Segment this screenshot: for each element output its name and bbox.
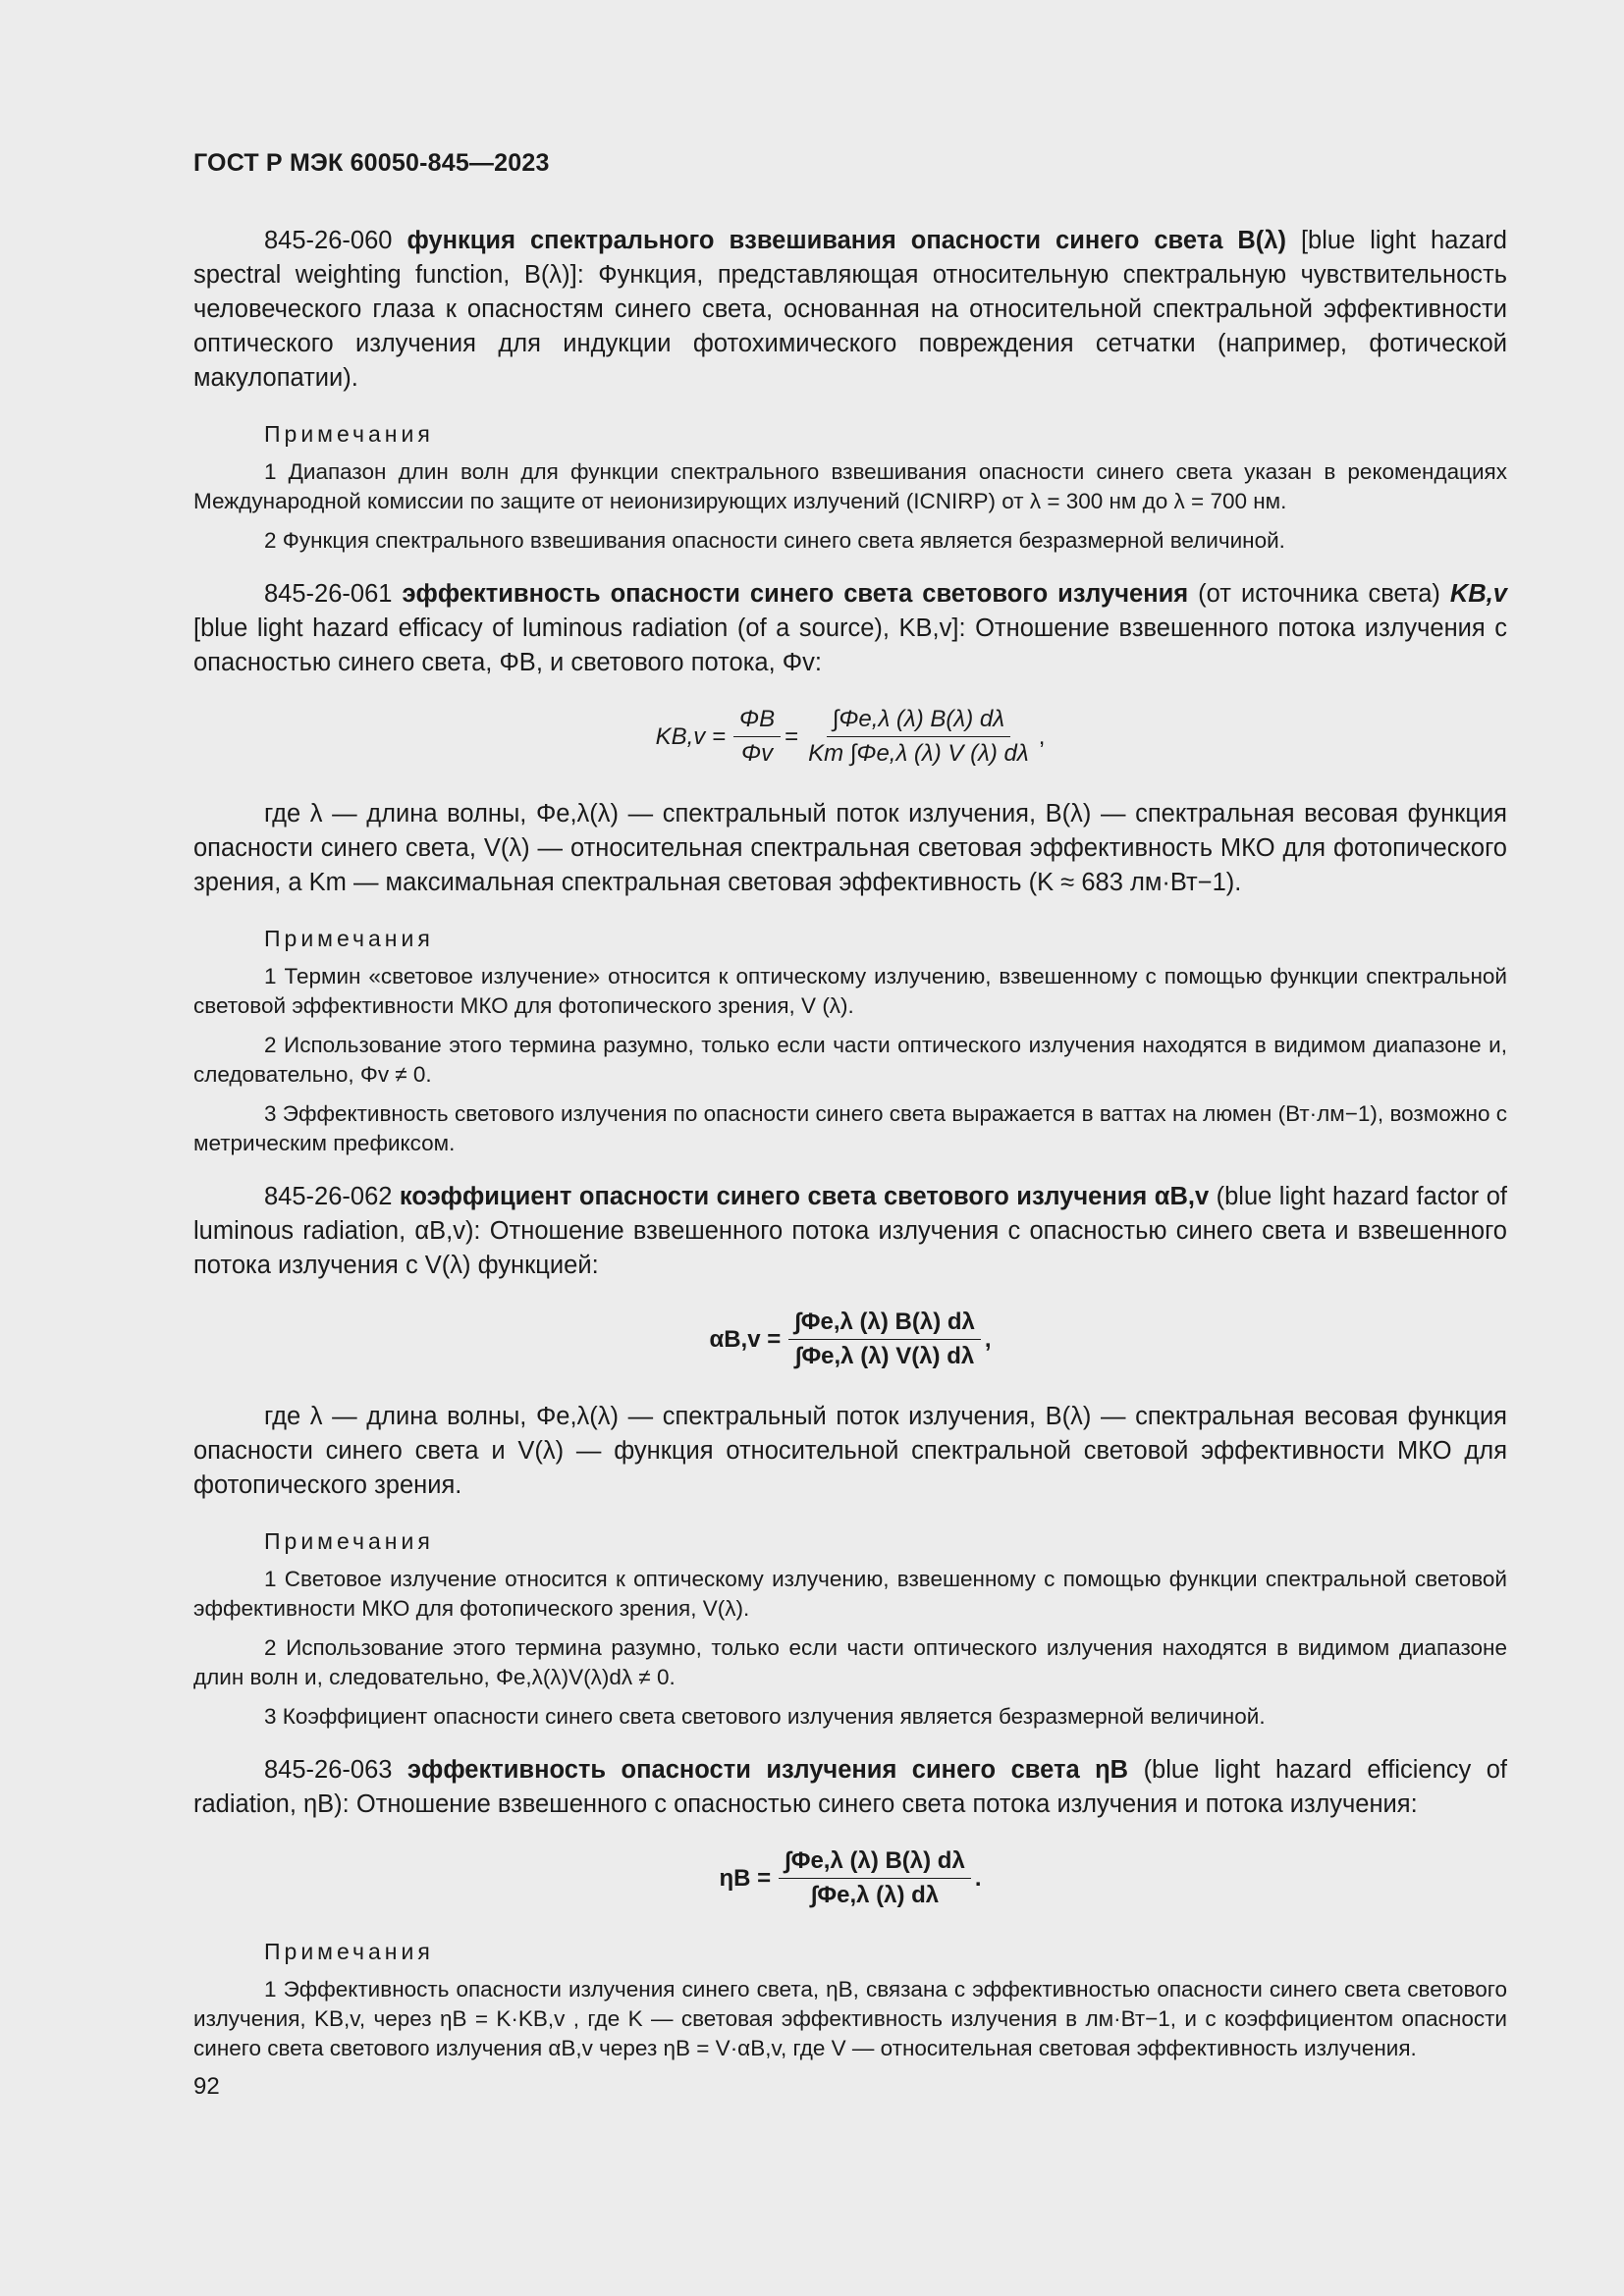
formula-fraction [788, 1308, 981, 1370]
formula-denominator: Φv [741, 740, 774, 767]
formula-tail: , [1038, 722, 1046, 750]
term-number: 845-26-063 [264, 1756, 407, 1784]
notes-063 [193, 1939, 1507, 2063]
term-title: функция спектрального взвешивания опасности синего света B(λ) [406, 227, 1286, 254]
formula-equals: = [785, 722, 799, 750]
formula-explanation: где λ — длина волны, Φe,λ(λ) — спектральный поток излучения, B(λ) — спектральная весовая функция опасности синего света, V(λ) — относительная спектральная световая эффективность МКО для фотопического зрения, а Km — максимальная спектральная световая эффективность (K ≈ 683 лм·Вт−1). [193, 800, 1507, 896]
note: 2 Функция спектрального взвешивания опасности синего света является безразмерной величиной. [264, 528, 1285, 553]
note: 2 Использование этого термина разумно, только если части оптического излучения находятся в видимом диапазоне длин волн и, следовательно, Φe,λ(λ)V(λ)dλ ≠ 0. [193, 1635, 1507, 1689]
term-entry-062 [193, 1180, 1507, 1283]
formula-lhs: KB,v = [655, 722, 726, 750]
notes-title: Примечания [264, 926, 434, 951]
formula-tail: . [974, 1864, 982, 1892]
formula-alpha [193, 1308, 1507, 1370]
note: 1 Термин «световое излучение» относится к оптическому излучению, взвешенному с помощью функции спектральной световой эффективности МКО для фотопического зрения, V (λ). [193, 964, 1507, 1018]
formula-tail: , [984, 1325, 992, 1353]
formula-fraction [802, 706, 1035, 768]
formula-lhs: ηB = [719, 1864, 772, 1892]
formula-fraction [779, 1847, 971, 1909]
term-definition: [blue light hazard spectral weighting function, B(λ)]: Функция, представляющая относительную спектральную чувствительность человеческого глаза к опасностям синего света, основанная на относительной спектральной эффективности оптического излучения для индукции фотохимического повреждения сетчатки (например, фотической макулопатии). [193, 227, 1507, 392]
note: 1 Диапазон длин волн для функции спектрального взвешивания опасности синего света указан в рекомендациях Международной комиссии по защите от неионизирующих излучений (ICNIRP) от λ = 300 нм до λ = 700 нм. [193, 459, 1507, 513]
notes-title: Примечания [264, 1528, 434, 1554]
notes-title: Примечания [264, 421, 434, 447]
term-number: 845-26-060 [264, 227, 407, 254]
formula-numerator: ∫Φe,λ (λ) B(λ) dλ [788, 1308, 981, 1340]
formula-denominator: Km ∫Φe,λ (λ) V (λ) dλ [808, 740, 1029, 767]
note: 1 Эффективность опасности излучения синего света, ηB, связана с эффективностью опасности синего света светового излучения, KB,v, через ηB = K·KB,v , где K — световая эффективность излучения в лм·Вт−1, и с коэффициентом опасности синего света светового излучения αB,v через ηB = V·αB,v, где V — относительная световая эффективность излучения. [193, 1977, 1507, 2060]
term-definition: (blue light hazard efficiency of radiation, ηB): Отношение взвешенного с опасностью синего света потока излучения и потока излучения: [193, 1756, 1507, 1818]
formula-numerator: ΦB [733, 706, 781, 737]
term-title: коэффициент опасности синего света светового излучения αB,v [399, 1183, 1210, 1210]
term-title: эффективность опасности синего света светового излучения [402, 580, 1189, 608]
term-symbol: KB,v [1449, 580, 1507, 608]
note: 1 Световое излучение относится к оптическому излучению, взвешенному с помощью функции спектральной световой эффективности МКО для фотопического зрения, V(λ). [193, 1567, 1507, 1621]
term-title: эффективность опасности излучения синего света ηB [406, 1756, 1129, 1784]
note: 3 Коэффициент опасности синего света светового излучения является безразмерной величиной. [264, 1704, 1266, 1729]
notes-title: Примечания [264, 1939, 434, 1964]
formula-denominator: ∫Φe,λ (λ) V(λ) dλ [794, 1343, 975, 1369]
note: 2 Использование этого термина разумно, только если части оптического излучения находятся в видимом диапазоне и, следовательно, Φv ≠ 0. [193, 1033, 1507, 1087]
formula-explanation: где λ — длина волны, Φe,λ(λ) — спектральный поток излучения, B(λ) — спектральная весовая функция опасности синего света и V(λ) — функция относительной спектральной световой эффективности МКО для фотопического зрения. [193, 1403, 1507, 1499]
notes-061 [193, 926, 1507, 1158]
term-definition: [blue light hazard efficacy of luminous radiation (of a source), KB,v]: Отношение взвешенного потока излучения с опасностью синего света, ΦB, и светового потока, Φv: [193, 614, 1507, 676]
notes-062 [193, 1528, 1507, 1732]
formula-denominator: ∫Φe,λ (λ) dλ [810, 1882, 940, 1908]
document-header: ГОСТ Р МЭК 60050-845—2023 [193, 149, 550, 177]
term-entry-063 [193, 1753, 1507, 1822]
page-number: 92 [193, 2073, 220, 2100]
document-body [193, 224, 1507, 2085]
term-entry-061 [193, 577, 1507, 680]
term-entry-060 [193, 224, 1507, 396]
note: 3 Эффективность светового излучения по опасности синего света выражается в ваттах на люмен (Вт·лм−1), возможно с метрическим префиксом. [193, 1101, 1507, 1155]
formula-eta [193, 1847, 1507, 1909]
term-definition: (blue light hazard factor of luminous radiation, αB,v): Отношение взвешенного потока излучения с опасностью синего света и взвешенного потока излучения с V(λ) функцией: [193, 1183, 1507, 1279]
formula-numerator: ∫Φe,λ (λ) B(λ) dλ [827, 706, 1010, 737]
formula-kbv [193, 706, 1507, 768]
term-number: 845-26-062 [264, 1183, 400, 1210]
formula-fraction [733, 706, 781, 768]
notes-060 [193, 421, 1507, 556]
formula-numerator: ∫Φe,λ (λ) B(λ) dλ [779, 1847, 971, 1879]
term-source-note: (от источника света) [1188, 580, 1450, 608]
term-number: 845-26-061 [264, 580, 403, 608]
formula-lhs: αB,v = [709, 1325, 782, 1353]
